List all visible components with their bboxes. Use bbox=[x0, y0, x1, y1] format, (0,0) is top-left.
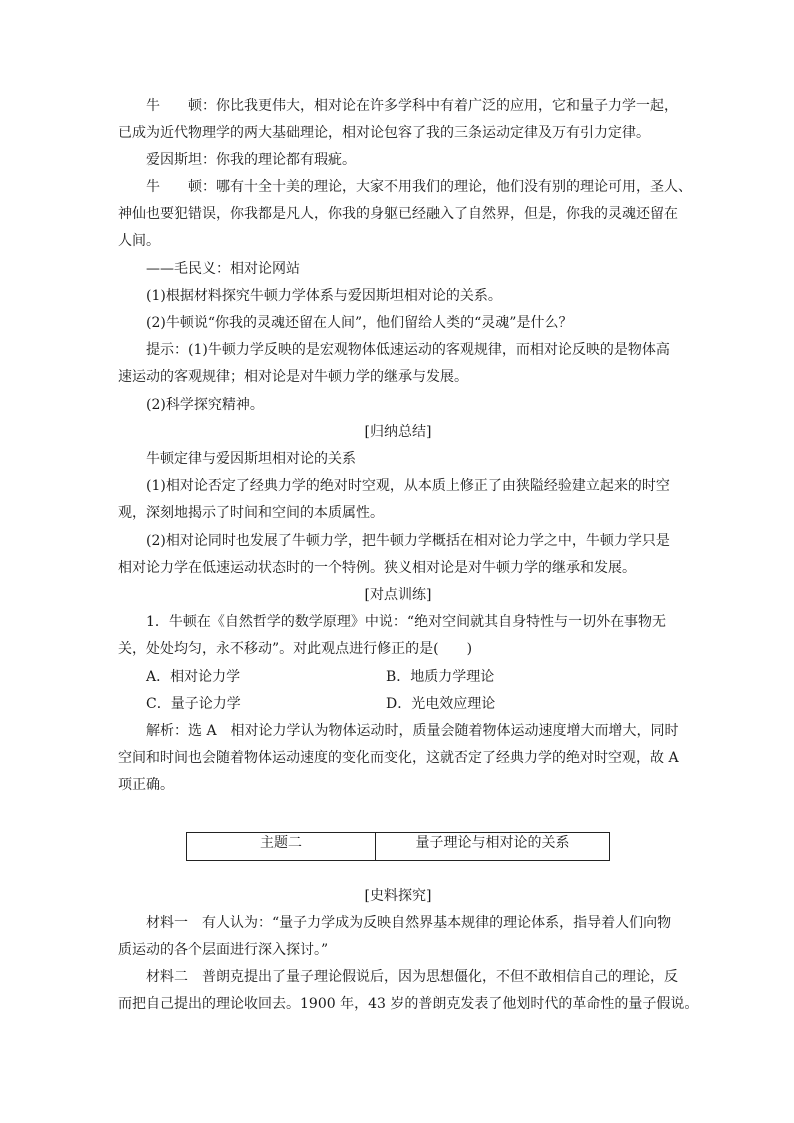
summary-p1-line-1: (1)相对论否定了经典力学的绝对时空观，从本质上修正了由狭隘经验建立起来的时空 bbox=[146, 478, 670, 494]
answer-line-2: 空间和时间也会随着物体运动速度的变化而变化，这就否定了经典力学的绝对时空观，故 A bbox=[118, 750, 679, 766]
newton-reply-line-2: 神仙也要犯错误，你我都是凡人，你我的身躯已经融入了自然界，但是，你我的灵魂还留在 bbox=[118, 206, 678, 222]
material-2-line-1: 材料二 普朗克提出了量子理论假说后，因为思想僵化，不但不敢相信自己的理论，反 bbox=[146, 969, 678, 985]
newton-line-2: 已成为近代物理学的两大基础理论，相对论包容了我的三条运动定律及万有引力定律。 bbox=[118, 125, 650, 141]
option-a: A．相对论力学 bbox=[146, 669, 241, 685]
einstein-line: 爱因斯坦：你我的理论都有瑕疵。 bbox=[146, 152, 356, 168]
newton-reply-line-1: 牛 顿：哪有十全十美的理论，大家不用我们的理论，他们没有别的理论可用，圣人、 bbox=[146, 179, 692, 195]
hint-line-2: 速运动的客观规律；相对论是对牛顿力学的继承与发展。 bbox=[118, 369, 468, 385]
question-1: (1)根据材料探究牛顿力学体系与爱因斯坦相对论的关系。 bbox=[146, 288, 502, 304]
question-2: (2)牛顿说“你我的灵魂还留在人间”，他们留给人类的“灵魂”是什么？ bbox=[146, 315, 573, 331]
summary-header: [归纳总结] bbox=[364, 424, 432, 440]
answer-line-1: 解析：选 A 相对论力学认为物体运动时，质量会随着物体运动速度增大而增大，同时 bbox=[146, 723, 679, 739]
practice-header: [对点训练] bbox=[364, 587, 432, 603]
material-2-line-2: 而把自己提出的理论收回去。1900 年，43 岁的普朗克发表了他划时代的革命性的量子假说。 bbox=[118, 996, 699, 1012]
option-b: B．地质力学理论 bbox=[386, 669, 495, 685]
hint-line-1: 提示：(1)牛顿力学反映的是宏观物体低速运动的客观规律，而相对论反映的是物体高 bbox=[146, 342, 670, 358]
newton-reply-line-3: 人间。 bbox=[118, 233, 160, 249]
newton-line-1: 牛 顿：你比我更伟大，相对论在许多学科中有着广泛的应用，它和量子力学一起， bbox=[146, 98, 678, 114]
history-header: [史料探究] bbox=[364, 888, 432, 904]
practice-question-line-2: 关，处处均匀，永不移动”。对此观点进行修正的是( ) bbox=[118, 641, 473, 657]
practice-question-line-1: 1．牛顿在《自然哲学的数学原理》中说：“绝对空间就其自身特性与一切外在事物无 bbox=[146, 614, 667, 630]
material-1-line-1: 材料一 有人认为：“量子力学成为反映自然界基本规律的理论体系，指导着人们向物 bbox=[146, 915, 672, 931]
topic-table bbox=[186, 832, 610, 861]
topic-label: 主题二 bbox=[187, 833, 376, 860]
summary-title: 牛顿定律与爱因斯坦相对论的关系 bbox=[146, 451, 356, 467]
option-d: D．光电效应理论 bbox=[386, 696, 496, 712]
option-c: C．量子论力学 bbox=[146, 696, 241, 712]
material-1-line-2: 质运动的各个层面进行深入探讨。” bbox=[118, 942, 329, 958]
summary-p2-line-2: 相对论力学在低速运动状态时的一个特例。狭义相对论是对牛顿力学的继承和发展。 bbox=[118, 560, 636, 576]
answer-line-3: 项正确。 bbox=[118, 777, 174, 793]
hint-line-3: (2)科学探究精神。 bbox=[146, 397, 264, 413]
topic-title: 量子理论与相对论的关系 bbox=[415, 835, 570, 851]
summary-p2-line-1: (2)相对论同时也发展了牛顿力学，把牛顿力学概括在相对论力学之中，牛顿力学只是 bbox=[146, 533, 670, 549]
source-citation: ——毛民义：相对论网站 bbox=[146, 261, 300, 277]
summary-p1-line-2: 观，深刻地揭示了时间和空间的本质属性。 bbox=[118, 505, 384, 521]
